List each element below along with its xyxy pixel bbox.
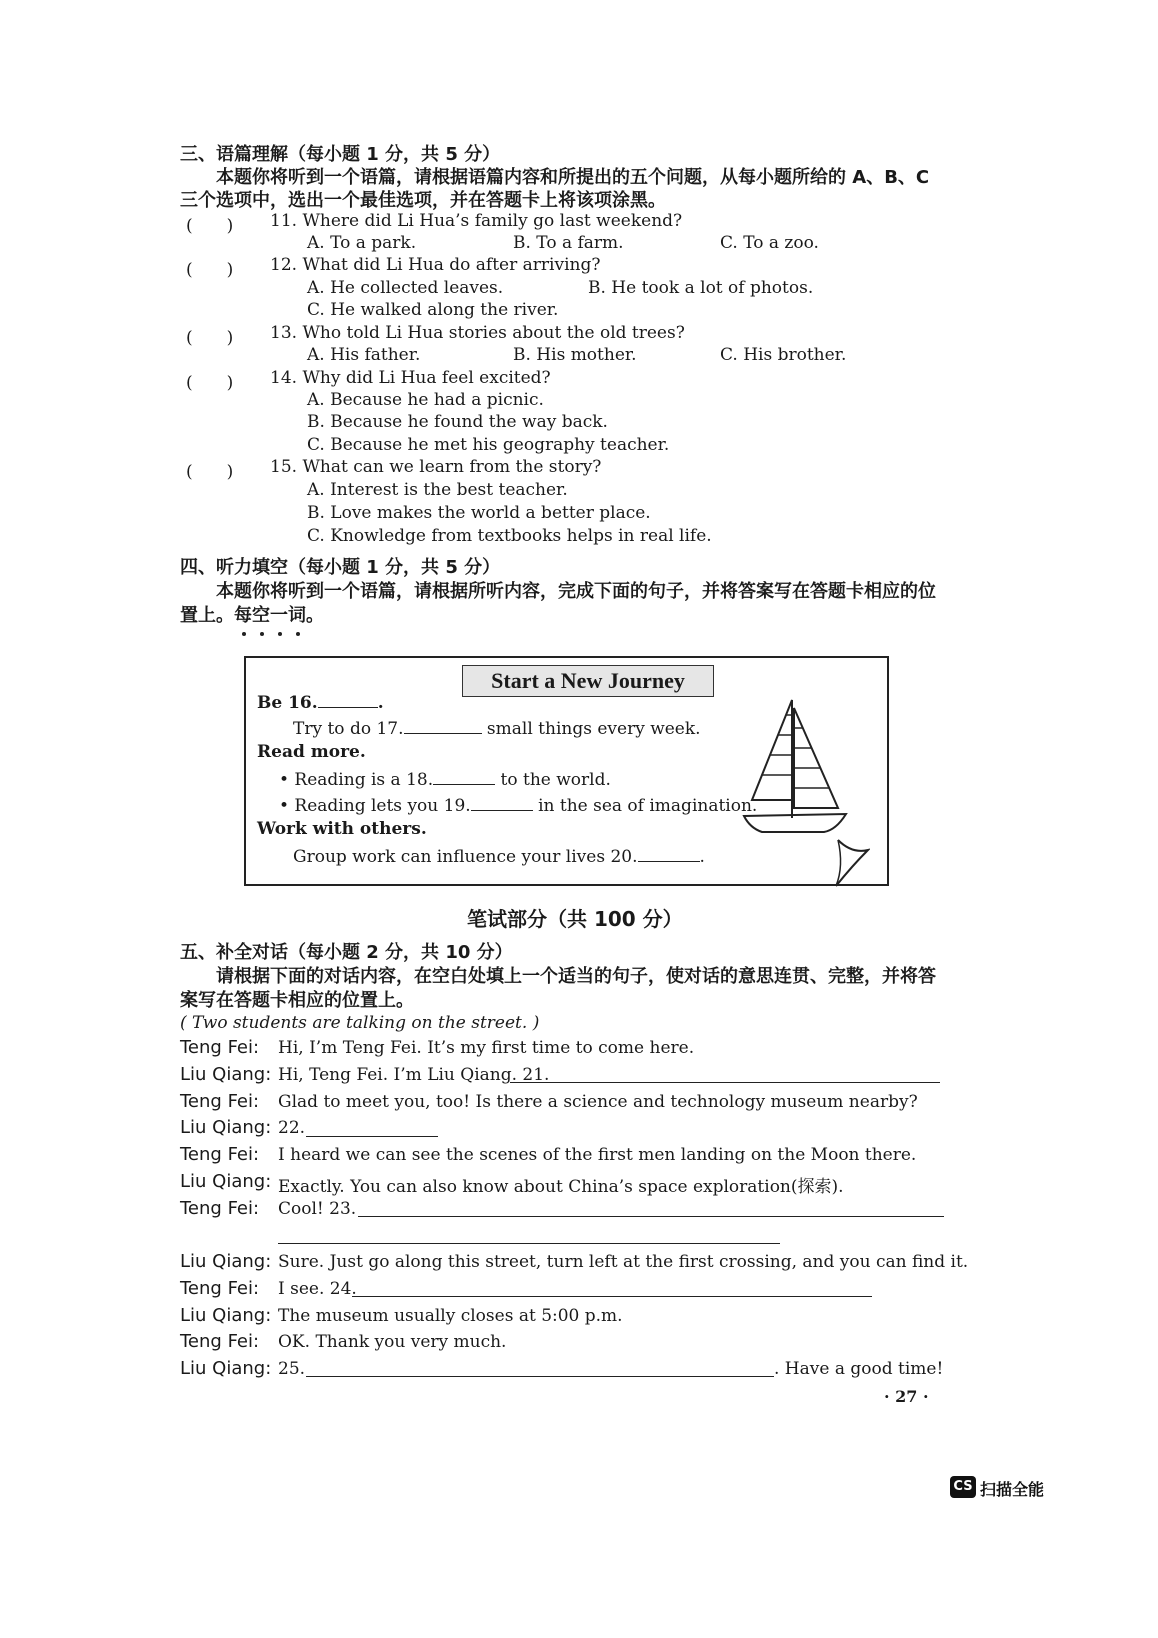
emphasis-text: 每空一词 <box>234 605 306 626</box>
watermark-text: 扫描全能 <box>980 1480 1045 1499</box>
speaker-label: Teng Fei: <box>180 1091 260 1112</box>
question-11: 11. Where did Li Hua’s family go last weekend? <box>270 211 683 231</box>
question-14: 14. Why did Li Hua feel excited? <box>270 368 551 388</box>
item-18-end: to the world. <box>495 770 611 790</box>
box-title: Start a New Journey <box>462 665 714 697</box>
question-12: 12. What did Li Hua do after arriving? <box>270 255 601 275</box>
blank-16[interactable] <box>318 691 378 708</box>
option-15-c[interactable]: C. Knowledge from textbooks helps in real life. <box>307 526 712 546</box>
dialogue-line-tail: . Have a good time! <box>774 1359 944 1379</box>
option-12-a[interactable]: A. He collected leaves. <box>307 278 504 298</box>
read-more-heading: Read more. <box>257 742 366 762</box>
answer-paren-11[interactable]: ( ) <box>186 216 234 236</box>
answer-paren-15[interactable]: ( ) <box>186 462 234 482</box>
emphasis-dot <box>296 632 300 636</box>
item-17-text: Try to do 17. <box>293 719 404 739</box>
option-14-b[interactable]: B. Because he found the way back. <box>307 412 608 432</box>
blank-19[interactable] <box>471 794 533 811</box>
answer-paren-13[interactable]: ( ) <box>186 328 234 348</box>
item-20-end: . <box>699 847 705 867</box>
item-20 <box>293 845 705 867</box>
question-15: 15. What can we learn from the story? <box>270 457 602 477</box>
item-20-text: Group work can influence your lives 20. <box>293 847 638 867</box>
instr-part-a: 置上。 <box>180 605 234 626</box>
item-17 <box>293 717 701 739</box>
emphasized-text <box>234 605 306 626</box>
section4-title: 四、听力填空（每小题 1 分，共 5 分） <box>180 557 501 578</box>
section5-title: 五、补全对话（每小题 2 分，共 10 分） <box>180 942 513 963</box>
item-19 <box>279 794 757 816</box>
blank-23[interactable] <box>358 1216 944 1217</box>
dialogue-line: I heard we can see the scenes of the first men landing on the Moon there. <box>278 1145 917 1165</box>
option-13-c[interactable]: C. His brother. <box>720 345 847 365</box>
emphasis-dot <box>260 632 264 636</box>
written-part-heading: 笔试部分（共 100 分） <box>467 907 683 931</box>
speaker-label: Teng Fei: <box>180 1037 260 1058</box>
speaker-label: Teng Fei: <box>180 1278 260 1299</box>
dialogue-line: OK. Thank you very much. <box>278 1332 507 1352</box>
option-13-b[interactable]: B. His mother. <box>513 345 637 365</box>
blank-22[interactable] <box>306 1136 438 1137</box>
dialogue-line: The museum usually closes at 5:00 p.m. <box>278 1306 623 1326</box>
item-16-text: Be 16. <box>257 693 318 713</box>
section3-instruction-cont: 三个选项中，选出一个最佳选项，并在答题卡上将该项涂黑。 <box>180 190 666 211</box>
dialogue-line: 22. <box>278 1118 306 1138</box>
speaker-label: Liu Qiang: <box>180 1358 272 1379</box>
answer-paren-14[interactable]: ( ) <box>186 373 234 393</box>
speaker-label: Liu Qiang: <box>180 1064 272 1085</box>
speaker-label: Liu Qiang: <box>180 1171 272 1192</box>
option-11-c[interactable]: C. To a zoo. <box>720 233 819 253</box>
answer-paren-12[interactable]: ( ) <box>186 260 234 280</box>
instr-part-c: 。 <box>306 605 324 626</box>
speaker-label: Liu Qiang: <box>180 1117 272 1138</box>
emphasis-dot <box>242 632 246 636</box>
item-19-end: in the sea of imagination. <box>532 796 758 816</box>
dialogue-line: Sure. Just go along this street, turn left at the first crossing, and you can find it. <box>278 1252 969 1272</box>
speaker-label: Liu Qiang: <box>180 1251 272 1272</box>
item-19-text: • Reading lets you 19. <box>279 796 471 816</box>
section4-instruction-cont <box>180 601 324 627</box>
sailboat-illustration <box>740 690 870 890</box>
item-16-end: . <box>377 693 384 713</box>
blank-17[interactable] <box>404 717 482 734</box>
section3-title: 三、语篇理解（每小题 1 分，共 5 分） <box>180 144 501 165</box>
blank-23-cont[interactable] <box>278 1243 780 1244</box>
dialogue-scene: ( Two students are talking on the street. ) <box>180 1013 540 1033</box>
item-18-text: • Reading is a 18. <box>279 770 434 790</box>
question-13: 13. Who told Li Hua stories about the old trees? <box>270 323 685 343</box>
work-with-others-heading: Work with others. <box>257 819 427 839</box>
option-11-b[interactable]: B. To a farm. <box>513 233 624 253</box>
option-14-a[interactable]: A. Because he had a picnic. <box>307 390 544 410</box>
dialogue-line: Hi, Teng Fei. I’m Liu Qiang. 21. <box>278 1065 550 1085</box>
section4-instruction: 本题你将听到一个语篇，请根据所听内容，完成下面的句子，并将答案写在答题卡相应的位 <box>216 581 936 602</box>
item-18 <box>279 768 611 790</box>
speaker-label: Teng Fei: <box>180 1144 260 1165</box>
blank-18[interactable] <box>433 768 495 785</box>
option-15-b[interactable]: B. Love makes the world a better place. <box>307 503 651 523</box>
page-number: · 27 · <box>884 1387 929 1406</box>
blank-25[interactable] <box>306 1376 774 1377</box>
dialogue-line: Exactly. You can also know about China’s space exploration(探索). <box>278 1177 844 1197</box>
speaker-label: Teng Fei: <box>180 1198 260 1219</box>
option-13-a[interactable]: A. His father. <box>307 345 421 365</box>
speaker-label: Liu Qiang: <box>180 1305 272 1326</box>
dialogue-line: I see. 24. <box>278 1279 357 1299</box>
dialogue-line: 25. <box>278 1359 306 1379</box>
option-15-a[interactable]: A. Interest is the best teacher. <box>307 480 568 500</box>
dialogue-line: Hi, I’m Teng Fei. It’s my first time to come here. <box>278 1038 695 1058</box>
section5-instruction-cont: 案写在答题卡相应的位置上。 <box>180 990 414 1011</box>
blank-21[interactable] <box>510 1082 940 1083</box>
blank-20[interactable] <box>638 845 700 862</box>
option-12-c[interactable]: C. He walked along the river. <box>307 300 559 320</box>
item-16 <box>257 691 384 713</box>
option-14-c[interactable]: C. Because he met his geography teacher. <box>307 435 670 455</box>
dialogue-line: Cool! 23. <box>278 1199 357 1219</box>
blank-24[interactable] <box>352 1296 872 1297</box>
dialogue-line: Glad to meet you, too! Is there a science and technology museum nearby? <box>278 1092 918 1112</box>
emphasis-dot <box>278 632 282 636</box>
speaker-label: Teng Fei: <box>180 1331 260 1352</box>
section5-instruction: 请根据下面的对话内容，在空白处填上一个适当的句子，使对话的意思连贯、完整，并将答 <box>216 966 936 987</box>
scanner-logo-icon: CS <box>950 1476 976 1498</box>
option-11-a[interactable]: A. To a park. <box>307 233 417 253</box>
option-12-b[interactable]: B. He took a lot of photos. <box>588 278 814 298</box>
section3-instruction: 本题你将听到一个语篇，请根据语篇内容和所提出的五个问题，从每小题所给的 A、B、C <box>216 167 930 188</box>
item-17-end: small things every week. <box>481 719 701 739</box>
